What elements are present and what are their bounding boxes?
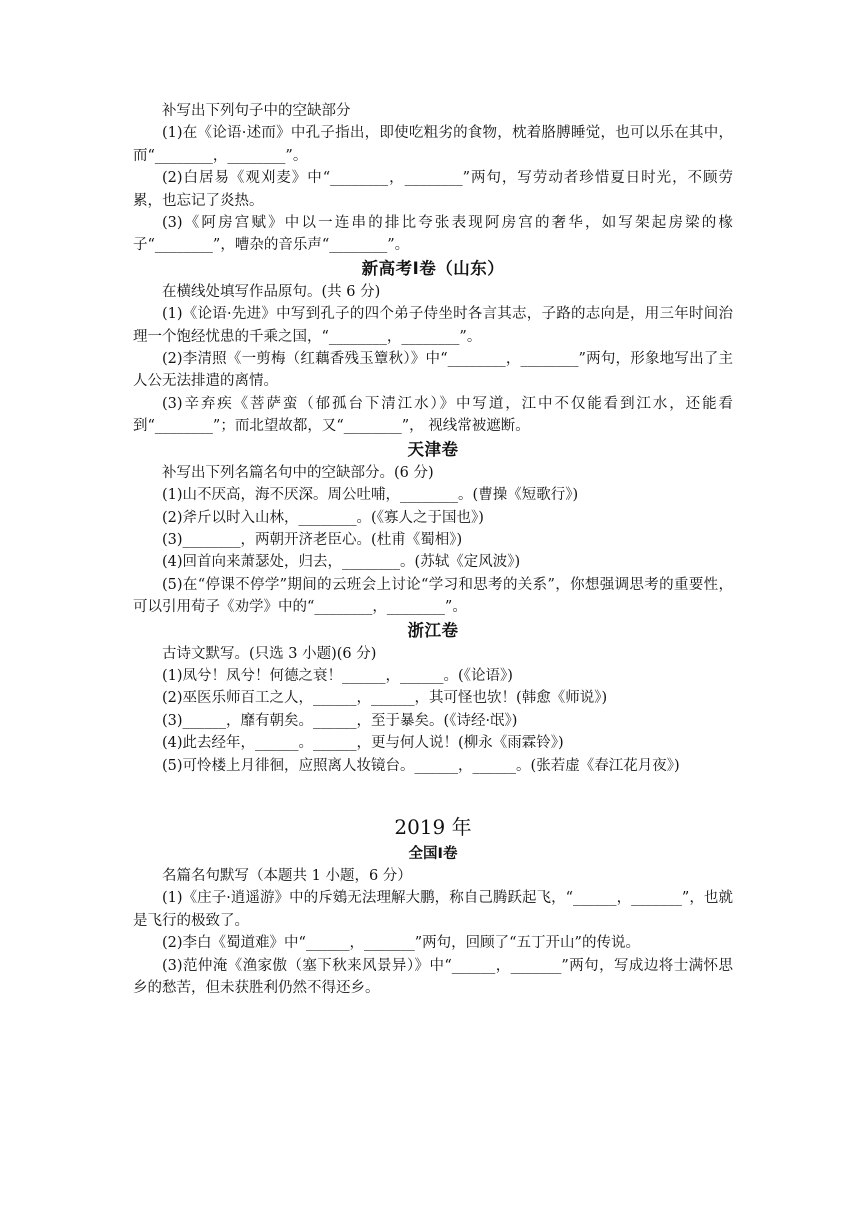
shandong-question-3: (3)辛弃疾《菩萨蛮（郁孤台下清江水）》中写道，江中不仅能看到江水，还能看到“________”；而北望故都，又“________”， 视线常被遮断。 bbox=[133, 395, 733, 435]
section-title-zhejiang: 浙江卷 bbox=[407, 620, 459, 640]
national-1-question-3: (3)范仲淹《渔家傲（塞下秋来风景异）》中“______，_______”两句，写成边将士满怀思乡的愁苦，但未获胜利仍然不得还乡。 bbox=[133, 957, 733, 996]
tianjin-question-3: (3)________，两朝开济老臣心。(杜甫《蜀相》) bbox=[162, 531, 463, 548]
intro-question-2: (2)白居易《观刈麦》中“________，________”两句，写劳动者珍惜夏日时光，不顾劳累，也忘记了炎热。 bbox=[133, 170, 733, 209]
tianjin-instruction: 补写出下列名篇名句中的空缺部分。(6 分) bbox=[162, 464, 434, 481]
national-1-question-2: (2)李白《蜀道难》中“______，_______”两句，回顾了“五丁开山”的传说。 bbox=[162, 935, 640, 952]
zhejiang-question-1: (1)凤兮！凤兮！何德之衰！______，______。(《论语》) bbox=[162, 667, 513, 684]
document-page bbox=[133, 100, 733, 999]
section-title-shandong: 新高考Ⅰ卷（山东） bbox=[361, 258, 505, 278]
intro-instruction: 补写出下列句子中的空缺部分 bbox=[162, 103, 351, 119]
national-1-question-1: (1)《庄子·逍遥游》中的斥鴳无法理解大鹏，称自己腾跃起飞，“______，_______”，也就是飞行的极致了。 bbox=[133, 890, 733, 929]
zhejiang-question-5: (5)可怜楼上月徘徊，应照离人妆镜台。______，______。(张若虚《春江花月夜》) bbox=[162, 757, 680, 774]
intro-question-1: (1)在《论语·述而》中孔子指出，即使吃粗劣的食物，枕着胳膊睡觉，也可以乐在其中，而“________，________”。 bbox=[133, 125, 733, 164]
intro-question-3: (3)《阿房宫赋》中以一连串的排比夸张表现阿房宫的奢华，如写架起房梁的椽子“________”，嘈杂的音乐声“________”。 bbox=[133, 215, 733, 254]
section-title-national-1: 全国Ⅰ卷 bbox=[408, 845, 458, 862]
year-heading: 2019 年 bbox=[394, 814, 472, 839]
tianjin-question-1: (1)山不厌高，海不厌深。周公吐哺，________。(曹操《短歌行》) bbox=[162, 487, 579, 504]
section-title-tianjin: 天津卷 bbox=[407, 439, 459, 459]
national-1-instruction: 名篇名句默写（本题共 1 小题，6 分） bbox=[162, 867, 412, 884]
tianjin-question-2: (2)斧斤以时入山林，________。(《寡人之于国也》) bbox=[162, 509, 484, 526]
shandong-question-2: (2)李清照《一剪梅（红藕香残玉簟秋）》中“________，________”两句，形象地写出了主人公无法排遣的离情。 bbox=[133, 351, 733, 390]
tianjin-question-4: (4)回首向来萧瑟处，归去，________。(苏轼《定风波》) bbox=[162, 554, 521, 571]
shandong-question-1: (1)《论语·先进》中写到孔子的四个弟子侍坐时各言其志，子路的志向是，用三年时间治理一个饱经忧患的千乘之国，“________，________”。 bbox=[133, 306, 733, 345]
shandong-instruction: 在横线处填写作品原句。(共 6 分) bbox=[162, 283, 381, 300]
zhejiang-question-3: (3)______，靡有朝矣。______，至于暴矣。(《诗经·氓》) bbox=[162, 712, 518, 729]
zhejiang-instruction: 古诗文默写。(只选 3 小题)(6 分) bbox=[162, 645, 377, 662]
tianjin-question-5: (5)在“停课不停学”期间的云班会上讨论“学习和思考的关系”，你想强调思考的重要性，可以引用荀子《劝学》中的“________，________”。 bbox=[133, 576, 733, 616]
zhejiang-question-2: (2)巫医乐师百工之人，______，______，其可怪也欤！(韩愈《师说》) bbox=[162, 690, 608, 707]
zhejiang-question-4: (4)此去经年，______。______，更与何人说！(柳永《雨霖铃》) bbox=[162, 735, 564, 752]
